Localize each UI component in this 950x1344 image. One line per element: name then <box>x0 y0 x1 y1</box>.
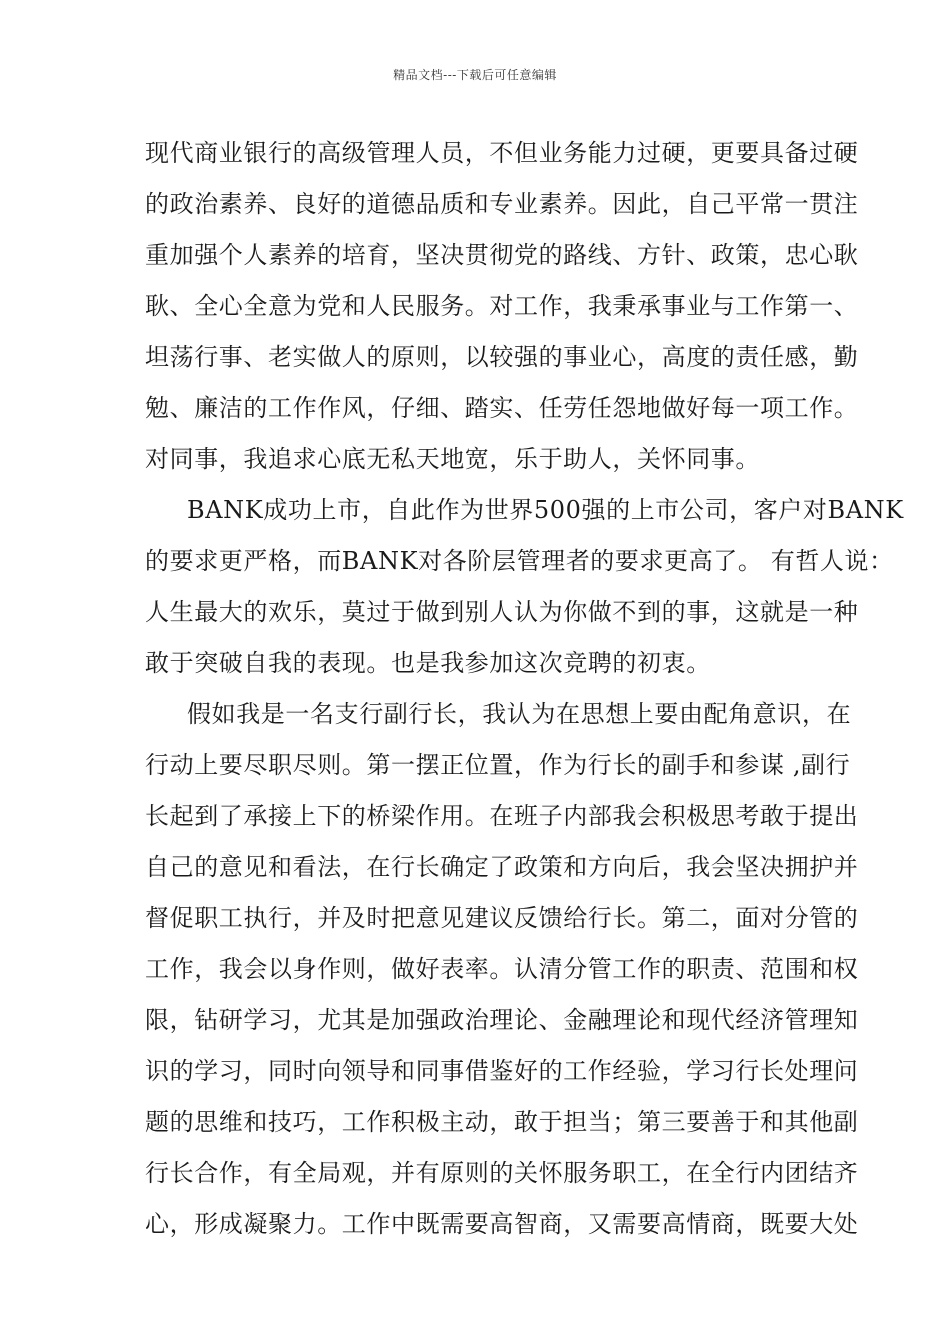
text-line: 对同事，我追求心底无私天地宽，乐于助人，关怀同事。 <box>145 445 760 473</box>
paragraph-start-line: 假如我是一名支行副行长，我认为在思想上要由配角意识，在 <box>187 700 852 728</box>
paragraph-start-line: BANK成功上市，自此作为世界500强的上市公司，客户对BANK <box>187 496 904 524</box>
text-line: 勉、廉洁的工作作风，仔细、踏实、任劳任怨地做好每一项工作。 <box>145 394 859 422</box>
text-line: 心，形成凝聚力。工作中既需要高智商，又需要高情商，既要大处 <box>145 1210 859 1238</box>
text-line: 坦荡行事、老实做人的原则，以较强的事业心，高度的责任感，勤 <box>145 343 859 371</box>
text-line: 的要求更严格，而BANK对各阶层管理者的要求更高了。 有哲人说： <box>145 547 894 575</box>
text-line: 行动上要尽职尽则。第一摆正位置，作为行长的副手和参谋 ,副行 <box>145 751 851 779</box>
page-header: 精品文档---下载后可任意编辑 <box>393 68 557 82</box>
text-line: 耿、全心全意为党和人民服务。对工作，我秉承事业与工作第一、 <box>145 292 859 320</box>
text-line: 人生最大的欢乐，莫过于做到别人认为你做不到的事，这就是一种 <box>145 598 859 626</box>
text-line: 自己的意见和看法，在行长确定了政策和方向后，我会坚决拥护并 <box>145 853 859 881</box>
text-line: 限，钻研学习，尤其是加强政治理论、金融理论和现代经济管理知 <box>145 1006 859 1034</box>
text-line: 敢于突破自我的表现。也是我参加这次竞聘的初衷。 <box>145 649 711 677</box>
text-line: 题的思维和技巧，工作积极主动，敢于担当；第三要善于和其他副 <box>145 1108 859 1136</box>
text-line: 重加强个人素养的培育，坚决贯彻党的路线、方针、政策，忠心耿 <box>145 241 859 269</box>
text-line: 行长合作，有全局观，并有原则的关怀服务职工，在全行内团结齐 <box>145 1159 859 1187</box>
text-line: 的政治素养、良好的道德品质和专业素养。因此，自己平常一贯注 <box>145 190 859 218</box>
text-line: 督促职工执行，并及时把意见建议反馈给行长。第二，面对分管的 <box>145 904 859 932</box>
text-line: 长起到了承接上下的桥梁作用。在班子内部我会积极思考敢于提出 <box>145 802 859 830</box>
text-line: 工作，我会以身作则，做好表率。认清分管工作的职责、范围和权 <box>145 955 859 983</box>
text-line: 现代商业银行的高级管理人员，不但业务能力过硬，更要具备过硬 <box>145 139 859 167</box>
text-line: 识的学习，同时向领导和同事借鉴好的工作经验，学习行长处理问 <box>145 1057 859 1085</box>
body-text <box>145 132 904 1254</box>
